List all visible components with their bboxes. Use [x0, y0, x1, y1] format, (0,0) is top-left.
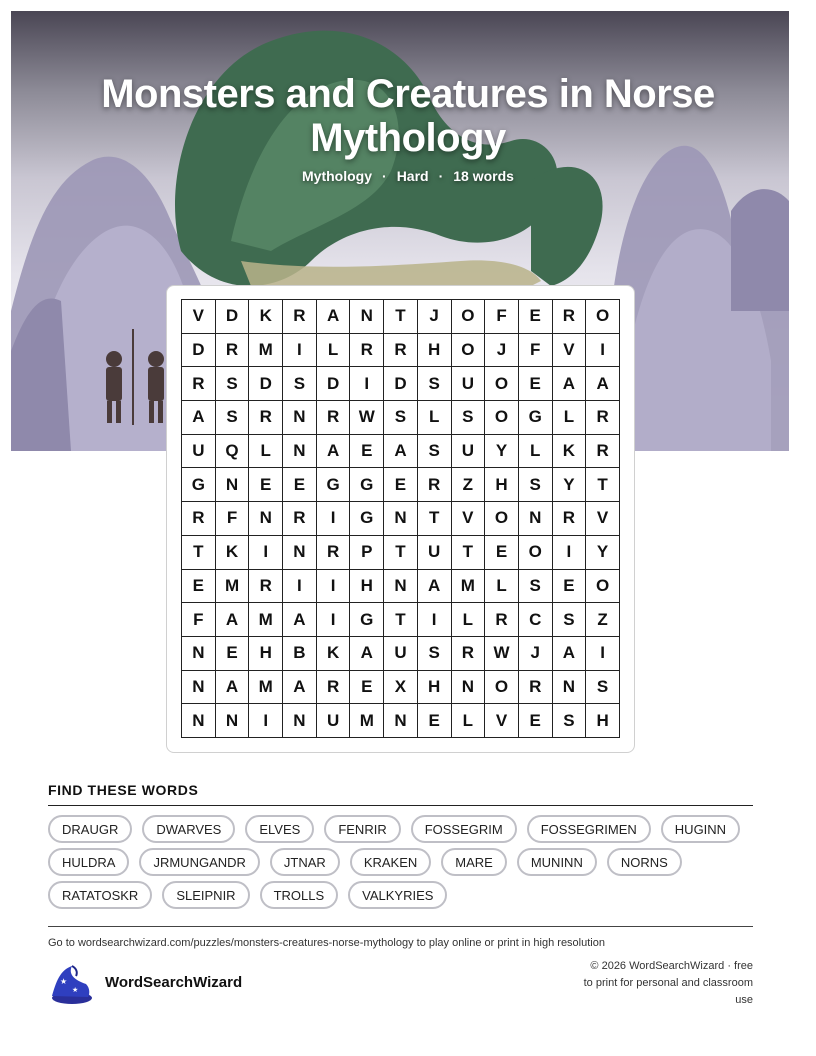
grid-cell[interactable]: V [182, 300, 216, 334]
grid-cell[interactable]: R [586, 401, 620, 435]
grid-cell[interactable]: R [249, 570, 283, 604]
meta-separator: · [438, 168, 444, 184]
grid-cell[interactable]: H [249, 637, 283, 671]
grid-cell[interactable]: N [384, 704, 418, 738]
meta-separator: · [382, 168, 387, 184]
word-chip: KRAKEN [350, 848, 431, 876]
grid-cell[interactable]: R [350, 334, 384, 368]
grid-cell[interactable]: N [452, 671, 486, 705]
grid-cell[interactable]: E [384, 468, 418, 502]
grid-cell[interactable]: E [350, 435, 384, 469]
grid-cell[interactable]: M [452, 570, 486, 604]
grid-cell[interactable]: E [350, 671, 384, 705]
grid-cell[interactable]: R [249, 401, 283, 435]
word-count-label: 18 words [453, 168, 514, 184]
grid-cell[interactable]: R [452, 637, 486, 671]
grid-cell[interactable]: G [350, 603, 384, 637]
grid-cell[interactable]: O [586, 570, 620, 604]
grid-cell[interactable]: M [216, 570, 250, 604]
grid-cell[interactable]: F [519, 334, 553, 368]
grid-cell[interactable]: I [283, 334, 317, 368]
grid-cell[interactable]: S [418, 435, 452, 469]
grid-cell[interactable]: Z [586, 603, 620, 637]
grid-cell[interactable]: A [216, 671, 250, 705]
grid-cell[interactable]: N [182, 704, 216, 738]
grid-cell[interactable]: O [485, 502, 519, 536]
grid-cell[interactable]: G [182, 468, 216, 502]
grid-cell[interactable]: H [586, 704, 620, 738]
grid-cell[interactable]: N [216, 468, 250, 502]
grid-cell[interactable]: D [182, 334, 216, 368]
grid-cell[interactable]: L [249, 435, 283, 469]
grid-cell[interactable]: V [452, 502, 486, 536]
grid-cell[interactable]: R [317, 671, 351, 705]
grid-cell[interactable]: T [452, 536, 486, 570]
grid-cell[interactable]: V [553, 334, 587, 368]
grid-cell[interactable]: D [317, 367, 351, 401]
grid-cell[interactable]: E [216, 637, 250, 671]
grid-cell[interactable]: V [485, 704, 519, 738]
grid-cell[interactable]: U [182, 435, 216, 469]
grid-cell[interactable]: K [553, 435, 587, 469]
difficulty-label: Hard [396, 168, 429, 184]
grid-cell[interactable]: E [485, 536, 519, 570]
grid-cell[interactable]: Z [452, 468, 486, 502]
grid-cell[interactable]: U [418, 536, 452, 570]
word-chip: ELVES [245, 815, 314, 843]
grid-cell[interactable]: T [384, 603, 418, 637]
grid-cell[interactable]: O [452, 334, 486, 368]
grid-cell[interactable]: R [519, 671, 553, 705]
grid-cell[interactable]: R [553, 300, 587, 334]
grid-cell[interactable]: I [283, 570, 317, 604]
grid-cell[interactable]: E [418, 704, 452, 738]
grid-cell[interactable]: E [519, 704, 553, 738]
grid-cell[interactable]: E [553, 570, 587, 604]
grid-cell[interactable]: U [317, 704, 351, 738]
grid-cell[interactable]: S [519, 570, 553, 604]
word-chip: HUGINN [661, 815, 740, 843]
grid-cell[interactable]: J [418, 300, 452, 334]
word-chip: SLEIPNIR [162, 881, 249, 909]
grid-cell[interactable]: N [384, 570, 418, 604]
grid-cell[interactable]: A [553, 637, 587, 671]
grid-cell[interactable]: F [182, 603, 216, 637]
grid-cell[interactable]: T [384, 300, 418, 334]
category-label: Mythology [302, 168, 373, 184]
grid-cell[interactable]: I [317, 603, 351, 637]
grid-cell[interactable]: S [586, 671, 620, 705]
grid-cell[interactable]: G [317, 468, 351, 502]
grid-cell[interactable]: R [553, 502, 587, 536]
grid-cell[interactable]: U [452, 435, 486, 469]
grid-cell[interactable]: I [317, 502, 351, 536]
grid-cell[interactable]: A [283, 671, 317, 705]
grid-cell[interactable]: A [418, 570, 452, 604]
grid-cell[interactable]: I [586, 334, 620, 368]
grid-cell[interactable]: Y [485, 435, 519, 469]
grid-cell[interactable]: R [283, 502, 317, 536]
grid-cell[interactable]: D [249, 367, 283, 401]
grid-cell[interactable]: N [283, 401, 317, 435]
grid-cell[interactable]: K [216, 536, 250, 570]
grid-cell[interactable]: R [384, 334, 418, 368]
grid-cell[interactable]: T [418, 502, 452, 536]
word-chip: FENRIR [324, 815, 400, 843]
grid-cell[interactable]: N [283, 704, 317, 738]
grid-cell[interactable]: R [586, 435, 620, 469]
grid-cell[interactable]: L [553, 401, 587, 435]
grid-cell[interactable]: O [485, 367, 519, 401]
grid-cell[interactable]: I [350, 367, 384, 401]
word-list [48, 815, 760, 909]
grid-cell[interactable]: A [553, 367, 587, 401]
grid-cell[interactable]: D [216, 300, 250, 334]
grid-cell[interactable]: I [586, 637, 620, 671]
grid-cell[interactable]: F [216, 502, 250, 536]
grid-cell[interactable]: R [418, 468, 452, 502]
grid-cell[interactable]: L [317, 334, 351, 368]
word-chip: JTNAR [270, 848, 340, 876]
grid-cell[interactable]: T [586, 468, 620, 502]
word-chip: VALKYRIES [348, 881, 447, 909]
grid-cell[interactable]: Y [553, 468, 587, 502]
grid-cell[interactable]: S [283, 367, 317, 401]
grid-cell[interactable]: I [249, 704, 283, 738]
word-chip: MUNINN [517, 848, 597, 876]
grid-cell[interactable]: S [553, 704, 587, 738]
grid-cell[interactable]: R [216, 334, 250, 368]
grid-cell[interactable]: G [519, 401, 553, 435]
grid-cell[interactable]: I [317, 570, 351, 604]
grid-cell[interactable]: T [384, 536, 418, 570]
grid-cell[interactable]: S [553, 603, 587, 637]
words-heading: FIND THESE WORDS [48, 782, 199, 798]
copyright-text: © 2026 WordSearchWizard · free to print for personal and classroom use [583, 960, 753, 1006]
word-chip: MARE [441, 848, 507, 876]
grid-cell[interactable]: A [283, 603, 317, 637]
grid-cell[interactable]: R [485, 603, 519, 637]
grid-cell[interactable]: J [519, 637, 553, 671]
grid-cell[interactable]: O [485, 671, 519, 705]
svg-text:★: ★ [60, 977, 68, 986]
grid-cell[interactable]: Q [216, 435, 250, 469]
grid-cell[interactable]: G [350, 502, 384, 536]
grid-cell[interactable]: N [350, 300, 384, 334]
grid-cell[interactable]: S [216, 401, 250, 435]
grid-cell[interactable]: H [485, 468, 519, 502]
svg-text:★: ★ [72, 986, 79, 994]
word-chip: NORNS [607, 848, 682, 876]
grid-cell[interactable]: N [384, 502, 418, 536]
grid-cell[interactable]: S [418, 637, 452, 671]
word-chip: DRAUGR [48, 815, 132, 843]
grid-cell[interactable]: J [485, 334, 519, 368]
grid-cell[interactable]: N [182, 637, 216, 671]
grid-cell[interactable]: R [317, 401, 351, 435]
grid-cell[interactable]: A [384, 435, 418, 469]
brand-name: WordSearchWizard [105, 974, 243, 991]
grid-cell[interactable]: E [519, 300, 553, 334]
grid-cell[interactable]: N [519, 502, 553, 536]
grid-cell[interactable]: W [350, 401, 384, 435]
grid-cell[interactable]: S [519, 468, 553, 502]
divider [48, 926, 753, 927]
grid-cell[interactable]: A [350, 637, 384, 671]
wizard-hat-logo-icon [46, 962, 94, 1006]
grid-cell[interactable]: O [519, 536, 553, 570]
grid-cell[interactable]: M [249, 603, 283, 637]
grid-cell[interactable]: L [519, 435, 553, 469]
grid-cell[interactable]: T [182, 536, 216, 570]
grid-cell[interactable]: L [418, 401, 452, 435]
grid-cell[interactable]: K [249, 300, 283, 334]
grid-cell[interactable]: X [384, 671, 418, 705]
grid-cell[interactable]: R [283, 300, 317, 334]
grid-cell[interactable]: N [283, 435, 317, 469]
svg-text:★: ★ [76, 975, 82, 982]
grid-cell[interactable]: A [182, 401, 216, 435]
word-chip: FOSSEGRIMEN [527, 815, 651, 843]
word-chip: TROLLS [260, 881, 339, 909]
grid-cell[interactable]: D [384, 367, 418, 401]
grid-cell[interactable]: L [452, 603, 486, 637]
grid-cell[interactable]: H [350, 570, 384, 604]
grid-cell[interactable]: P [350, 536, 384, 570]
grid-cell[interactable]: R [317, 536, 351, 570]
letter-grid[interactable] [181, 299, 620, 738]
grid-cell[interactable]: W [485, 637, 519, 671]
word-chip: JRMUNGANDR [139, 848, 259, 876]
word-chip: FOSSEGRIM [411, 815, 517, 843]
grid-cell[interactable]: F [485, 300, 519, 334]
grid-cell[interactable]: M [249, 671, 283, 705]
page-title: Monsters and Creatures in Norse Mythology [101, 72, 715, 160]
grid-cell[interactable]: E [182, 570, 216, 604]
grid-cell[interactable]: U [452, 367, 486, 401]
grid-cell[interactable]: O [485, 401, 519, 435]
grid-cell[interactable]: A [317, 300, 351, 334]
word-chip: HULDRA [48, 848, 129, 876]
divider [48, 805, 753, 806]
grid-cell[interactable]: R [182, 367, 216, 401]
grid-cell[interactable]: M [249, 334, 283, 368]
grid-cell[interactable]: I [553, 536, 587, 570]
grid-cell[interactable]: K [317, 637, 351, 671]
word-chip: RATATOSKR [48, 881, 152, 909]
footer-link[interactable]: Go to wordsearchwizard.com/puzzles/monsters-creatures-norse-mythology to play online or print in high resolution [48, 937, 605, 949]
grid-cell[interactable]: E [249, 468, 283, 502]
grid-cell[interactable]: N [553, 671, 587, 705]
puzzle-meta [40, 168, 776, 184]
grid-cell[interactable]: A [317, 435, 351, 469]
grid-cell[interactable]: S [452, 401, 486, 435]
grid-cell[interactable]: S [384, 401, 418, 435]
grid-cell[interactable]: I [418, 603, 452, 637]
grid-cell[interactable]: B [283, 637, 317, 671]
grid-cell[interactable]: R [182, 502, 216, 536]
grid-cell[interactable]: H [418, 334, 452, 368]
grid-cell[interactable]: N [216, 704, 250, 738]
grid-cell[interactable]: M [350, 704, 384, 738]
grid-cell[interactable]: E [283, 468, 317, 502]
grid-cell[interactable]: N [249, 502, 283, 536]
grid-cell[interactable]: N [182, 671, 216, 705]
word-chip: DWARVES [142, 815, 235, 843]
grid-cell[interactable]: N [283, 536, 317, 570]
grid-cell[interactable]: L [485, 570, 519, 604]
grid-cell[interactable]: S [216, 367, 250, 401]
grid-cell[interactable]: A [586, 367, 620, 401]
grid-cell[interactable]: Y [586, 536, 620, 570]
grid-cell[interactable]: E [519, 367, 553, 401]
grid-cell[interactable]: G [350, 468, 384, 502]
grid-cell[interactable]: L [452, 704, 486, 738]
grid-cell[interactable]: I [249, 536, 283, 570]
grid-cell[interactable]: A [216, 603, 250, 637]
grid-cell[interactable]: O [452, 300, 486, 334]
grid-cell[interactable]: U [384, 637, 418, 671]
grid-cell[interactable]: V [586, 502, 620, 536]
grid-cell[interactable]: S [418, 367, 452, 401]
grid-cell[interactable]: H [418, 671, 452, 705]
grid-cell[interactable]: C [519, 603, 553, 637]
grid-cell[interactable]: O [586, 300, 620, 334]
